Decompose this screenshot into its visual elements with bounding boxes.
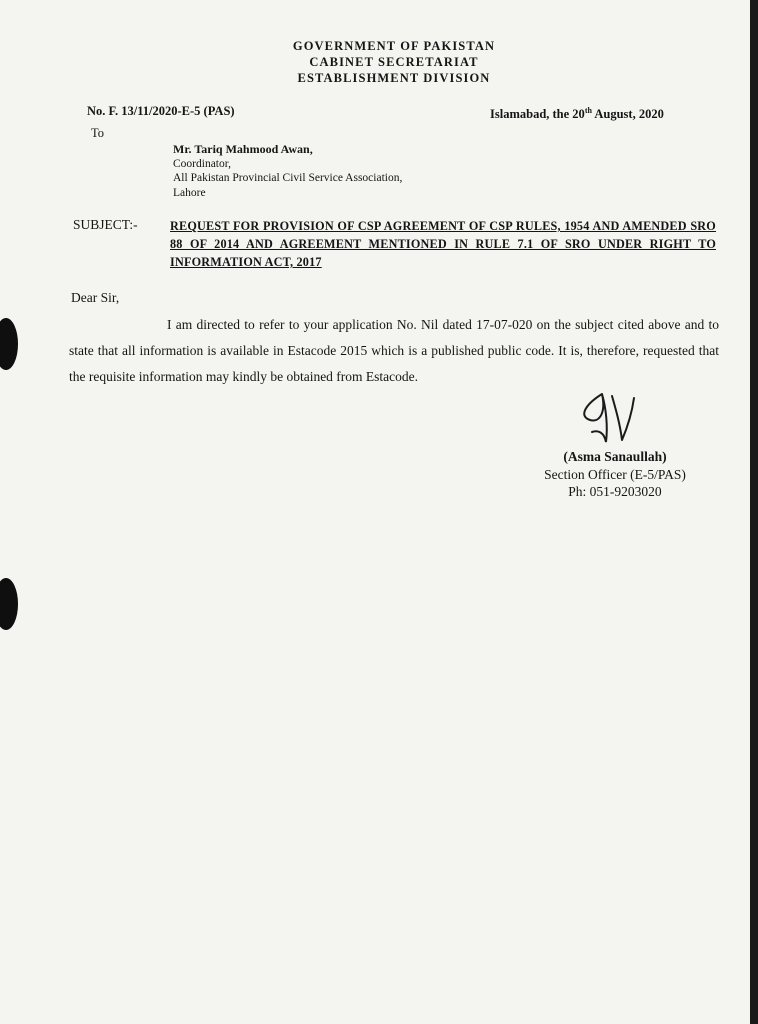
signatory-phone: Ph: 051-9203020 [568, 484, 662, 499]
to-label: To [91, 126, 105, 140]
scan-edge-shadow [750, 0, 758, 1024]
addressee-organization: All Pakistan Provincial Civil Service Association, [173, 172, 403, 184]
signatory-block [520, 448, 710, 501]
punch-hole-mark [0, 318, 18, 370]
handwritten-signature [572, 386, 682, 450]
date-prefix: Islamabad, the 20 [490, 107, 585, 122]
addressee-city: Lahore [173, 186, 206, 199]
addressee-block [173, 142, 402, 200]
letterhead-line-3: ESTABLISHMENT DIVISION [297, 71, 491, 85]
letter-date [490, 106, 664, 122]
reference-number: No. F. 13/11/2020-E-5 (PAS) [87, 104, 235, 118]
punch-hole-mark [0, 578, 18, 630]
body-paragraph [69, 312, 719, 390]
subject-text: REQUEST FOR PROVISION OF CSP AGREEMENT OF CSP RULES, 1954 AND AMENDED SRO 88 OF 2014 AND AGREEMENT MENTIONED IN RULE 7.1 OF SRO UNDER RIGHT TO INFORMATION ACT, 2017 [170, 219, 716, 269]
body-text: I am directed to refer to your application No. Nil dated 17-07-020 on the subject cited above and to state that all information is available in Estacode 2015 which is a published public code. It is, therefore, requested that the requisite information may kindly be obtained from Estacode. [69, 317, 719, 384]
salutation: Dear Sir, [71, 290, 120, 305]
signatory-name: (Asma Sanaullah) [563, 449, 667, 464]
date-ordinal: th [584, 106, 592, 115]
subject-label: SUBJECT:- [73, 217, 138, 232]
letterhead [0, 38, 758, 86]
signatory-designation: Section Officer (E-5/PAS) [544, 466, 686, 482]
addressee-name: Mr. Tariq Mahmood Awan, [173, 142, 313, 156]
letterhead-line-1: GOVERNMENT OF PAKISTAN [292, 39, 496, 53]
date-rest: August, 2020 [591, 107, 664, 122]
letterhead-line-2: CABINET SECRETARIAT [309, 55, 479, 69]
addressee-title: Coordinator, [173, 157, 231, 170]
